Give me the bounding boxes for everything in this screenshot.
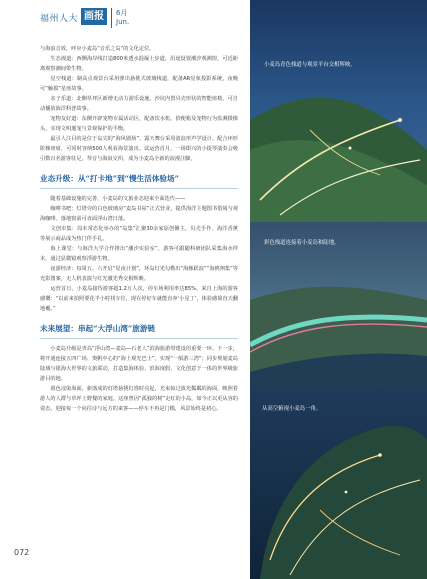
masthead-separator (111, 8, 112, 28)
paragraph: 运营首日，小麦岛接待游客超1.2万人次，停车场利用率达85%，来自上海的游客感慨：“以前来拍照要花半小时找车位，现在停好车就能直奔‘小星丁’，体验感简直天翻地覆。” (40, 286, 238, 312)
photo-caption: 从高空俯视小麦岛一角。 (262, 406, 322, 412)
section-divider (40, 338, 238, 339)
paragraph: 文创市集：周末常态化举办的“岛集”汇聚30余家原创摊主，贝壳手作、海洋香薰等展示商品成为热门伴手礼。 (40, 226, 238, 242)
paragraph: 生态漫道：西侧海岸线打造800米透水混凝土步道，沿途设置潮汐观测窗，可近距离观察潮间带生物。 (40, 56, 238, 72)
masthead (40, 5, 129, 31)
paragraph: 亲子乐道：北侧草坪区新增无动力游乐设施，沙坑内置贝壳形状的智能座椅，可自动播放海洋科普故事。 (40, 96, 238, 112)
paragraph: 宠物友好道：东侧开辟宠物专属活动区，配备饮水机、拾便箱及宠物行为监测摄像头，实现文明遛宠与景观保护的平衡。 (40, 116, 238, 132)
masthead-logo-text: 福州人大 (40, 14, 79, 24)
photo-aerial-view (250, 388, 427, 579)
article-body (40, 44, 238, 414)
section-heading: 业态升级：从“打卡地”到“慢生活体验场” (40, 174, 179, 183)
photo-column (250, 0, 427, 579)
photo-hillside-boardwalk (250, 0, 427, 222)
issue-date (116, 9, 129, 27)
photo-caption: 小麦岛青色栈道与观景平台交相辉映。 (264, 62, 356, 68)
paragraph: 暮色浸染海面，新落成的灯塔悬挑灯准时亮起，光束掠过波光粼粼的海面，映照着游人的人群与草坪上野餐的家庭。这座曾因“孤独的树”走红的小岛，如今正以更从容的姿态，迎接每一个向往诗与远方的来客——停车不再是门槛，风景始终是初心。 (40, 386, 238, 412)
paragraph: 最引人注目的是位于岛尖的“海风剧场”，露天舞台采用波浪形声学设计，配合环形阶梯座席，可同时容纳500人观看海景演出。试运营首月，一场即兴的小提琴演奏会吸引数百名游客驻足，琴音与海浪交织，成为小麦岛全新的浪漫注脚。 (40, 136, 238, 162)
photo-collage (250, 0, 427, 579)
paragraph: 与海浪音效，呼应小麦岛“音乐之岛”的文化定位。 (40, 46, 155, 52)
section-divider (40, 188, 238, 189)
issue-month-en: Jun. (116, 18, 130, 26)
issue-month: 6月 (116, 9, 128, 17)
section-heading: 未来展望：串起“大浮山湾”旅游链 (40, 324, 156, 333)
paragraph: 夜游经济：每周五、六开启“星夜计划”，环岛灯光勾勒出“海豚跃浪”“海鸥翔集”等光影图案，无人机表演与灯光激光秀交相辉映。 (40, 266, 238, 282)
paragraph: 海上课堂：与海洋大学合作推出“潮汐实验室”，游客可跟随科研团队采集海水样本，通过显微镜观察浮游生物。 (40, 246, 238, 262)
masthead-logo-box: 画报 (81, 8, 107, 25)
paragraph: 小麦岛升级是青岛“浮山湾—麦岛—石老人”滨海旅游带建设的重要一环。下一步，将开通连接五四广场、奥帆中心的“海上观光巴士”，实现“一船游三湾”；同步规划麦岛陆域与银海大世界的文旅联动，打造集海体验、滨海度假、文化创意于一体的世界级旅游目的地。 (40, 346, 238, 382)
paragraph: 咖啡书吧：灯塔旁的白色玻璃房“麦岛书屋”正式营业，提供海洋主题图书借阅与观海咖啡。落地窗前可直面浮山湾日落。 (40, 206, 238, 222)
paragraph: 随着基础设施的完善，小麦岛的文旅业态迎来全面迭代—— (50, 196, 186, 202)
photo-caption: 彩色栈道连接着小麦岛和陆地。 (264, 240, 340, 246)
page-number: 072 (14, 548, 30, 557)
paragraph: 星空栈道：制高点观景台采用弹出悬挑式玻璃栈道，配备AR星象投影系统，夜晚可“触摸”星座故事。 (40, 76, 238, 92)
